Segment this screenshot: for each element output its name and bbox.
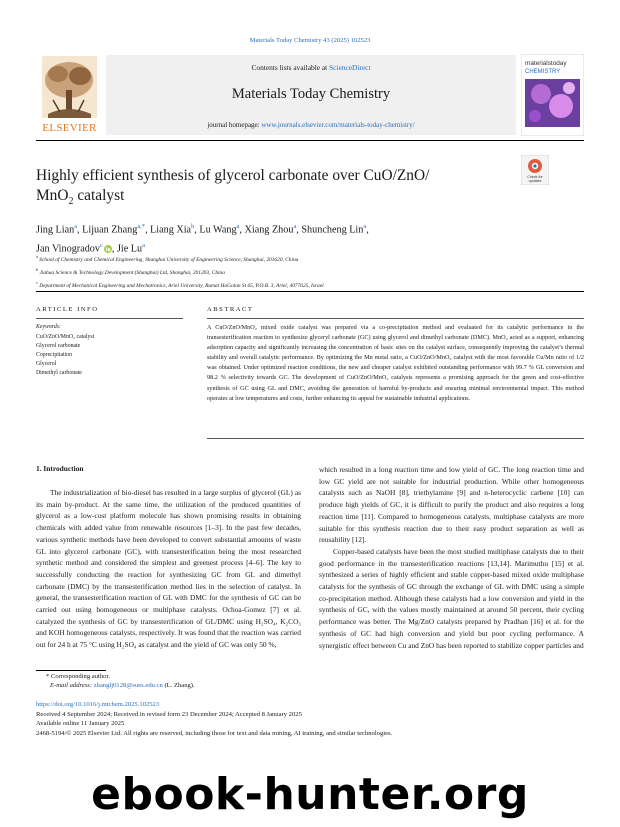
title-line-2b: catalyst: [73, 187, 125, 204]
author-name[interactable]: Lu Wang: [199, 224, 237, 236]
cover-brand-text: materialstoday: [525, 60, 567, 67]
keyword-item: CuO/ZnO/MnO₂ catalyst: [36, 334, 95, 340]
affiliation-item: [36, 265, 576, 278]
keyword-item: Glycerol carbonate: [36, 343, 81, 349]
email-link[interactable]: zhanglj0128@sues.edu.cn: [93, 682, 163, 689]
keyword-item: Dimethyl carbonate: [36, 370, 82, 376]
check-for-updates-icon[interactable]: [521, 155, 549, 185]
email-line: [50, 682, 195, 689]
corresponding-label: Corresponding author.: [50, 673, 110, 680]
author-aff-mark[interactable]: a: [363, 223, 367, 230]
available-online: Available online 11 January 2025: [36, 720, 125, 727]
homepage-prefix: journal homepage:: [207, 121, 262, 129]
author-aff-mark[interactable]: c: [100, 242, 103, 250]
homepage-line: [106, 121, 516, 129]
author-name[interactable]: Jan Vinogradov: [36, 243, 100, 255]
check-label-1: Check for: [527, 175, 543, 179]
doi-link[interactable]: https://doi.org/10.1016/j.mtchem.2025.102523: [36, 701, 160, 708]
affiliation-item: [36, 252, 576, 265]
watermark-text: ebook-hunter.org: [91, 769, 529, 820]
title-line-1: Highly efficient synthesis of glycerol carbonate over CuO/ZnO/: [36, 167, 430, 184]
author-name[interactable]: Shuncheng Lin: [301, 224, 364, 236]
author-aff-mark[interactable]: b: [191, 223, 195, 230]
paragraph: which resulted in a long reaction time and low yield of GC. The long reaction time and low GC yield are not suitable for industrial production. While other homogeneous catalysts such as NaOH [8], triethylamine [9] and n-heterocyclic carbene [10] can produce high yields of GC, it is difficult to purify the product and also requires a long reaction time [11]. Compared to homogeneous catalysts, multiphase catalysts are more suitable for this synthesis reaction due to their easy product separation as well as reusability [12].: [319, 465, 584, 545]
author-name[interactable]: Xiang Zhou: [244, 224, 294, 236]
header-divider: [36, 140, 584, 141]
received-dates: Received 4 September 2024; Received in revised form 23 December 2024; Accepted 8 January 2025: [36, 711, 302, 718]
abstract-bottom-rule: [207, 438, 584, 439]
affiliation-mark: c: [36, 279, 38, 285]
corresponding-author-note: * Corresponding author.: [46, 673, 110, 680]
author-aff-mark[interactable]: a: [293, 223, 297, 230]
article-info-rule: [36, 318, 183, 319]
keyword-item: Coprecipitation: [36, 352, 73, 358]
abstract-rule: [207, 318, 584, 319]
title-line-2a: MnO: [36, 187, 69, 204]
cover-journal-text: CHEMISTRY: [525, 69, 561, 75]
keywords-list: [36, 333, 94, 378]
article-title: [36, 166, 506, 212]
author-list: Jing Lian$^a$, Lijuan Zhang$^{a,*}$, Liang Xia$^b$, Lu Wang$^a$, Xiang Zhou$^a$, Shuncheng Lin$^a$, Jan Vinogradov$^c$ , Jie Lu$^a$: [36, 223, 369, 255]
author-aff-mark[interactable]: a: [236, 223, 240, 230]
journal-title: Materials Today Chemistry: [231, 86, 391, 102]
check-label-2: updates: [528, 179, 542, 183]
footnote-rule: [36, 670, 106, 671]
title-subscript: 2: [68, 196, 74, 208]
section-divider: [36, 291, 584, 292]
email-suffix: (L. Zhang).: [162, 682, 195, 689]
author-aff-mark[interactable]: a: [142, 242, 145, 250]
author-aff-mark[interactable]: a: [74, 223, 78, 230]
email-label: E-mail address:: [50, 682, 94, 689]
copyright-notice: 2468-5194/© 2025 Elsevier Ltd. All rights are reserved, including those for text and data mining, AI training, and similar technologies.: [36, 730, 393, 737]
author-name[interactable]: Lijuan Zhang: [82, 224, 138, 236]
journal-cover-image[interactable]: [521, 54, 584, 136]
paragraph: The industrialization of bio-diesel has resulted in a large surplus of glycerol (GL) as its main by-product. At the same time, the utilization of the produced quantities of glycerol as a low-cost platform molecule has shown promising results in obtaining chemicals with added value from renewable resources [1–3]. In the past few decades, various synthetic methods have been developed to convert substantial amounts of waste GL into glycerol carbonate (GC), with transesterification being the most researched synthetic method and considered the simplest and greenest process [4–6]. The key to successfully conducting the reaction for synthesizing GC from GL and dimethyl carbonate (DMC) by the transesterification method lies in the selection of catalyst. In general, the transesterification reaction of GL with DMC for the synthesis of GC can be carried out using homogeneous or multiphase catalysts. Ochoa-Gomez [7] et al. catalyzed the synthesis of GC by transesterification of GL/DMC using H₂SO₄, K₂CO₃ and KOH homogeneous catalysts, respectively. It was found that the reaction was carried out for 24 h at 75 °C using H₂SO₄ as catalyst and the yield of GC was only 50 %,: [36, 488, 301, 650]
affiliation-text: School of Chemistry and Chemical Engineering, Shanghai University of Engineering Science, Shanghai, 201620, China: [39, 256, 299, 263]
affiliation-mark: a: [36, 254, 38, 259]
author-name[interactable]: Jie Lu: [116, 243, 143, 255]
affiliation-item: [36, 278, 576, 291]
affiliation-mark: b: [36, 266, 39, 272]
author-aff-mark[interactable]: a,*: [137, 223, 145, 230]
introduction-heading: 1. Introduction: [36, 464, 84, 473]
author-name[interactable]: Liang Xia: [150, 224, 192, 236]
body-column-right: [319, 464, 584, 651]
abstract-text: A CuO/ZnO/MnO₂ mixed oxide catalyst was prepared via a co-precipitation method and evaluated for its catalytic performance in the transesterification reaction to synthesize glyceryl carbonate (GC) using glycerol and dimethyl carbonate (DMC). MnO₂ acted as a support, enhancing adsorption capacity and significantly increasing the concentration of basic sites on the catalyst surface, consequently improving the catalyst’s thermal stability and overall catalytic performance. By optimizing the Mn metal ratio, a CuO/ZnO/MnO₂ catalyst with the most favorable Cu/Mn ratio of 1/2 was obtained. Under optimized reaction conditions, the new and cheaper catalyst exhibited outstanding performance with 99.7 % GL conversion and 98.2 % selectivity towards GC. The development of CuO/ZnO/MnO₂ catalysts represents a promising approach for the green and cost-effective synthesis of GC using GL and DMC, avoiding the generation of harmful by-products and ensuring minimal environmental impact. This method operates at low temperatures and costs, further enhancing its appeal for sustainable industrial applications.: [207, 324, 584, 402]
contents-line: [106, 63, 516, 72]
homepage-link[interactable]: www.journals.elsevier.com/materials-today-chemistry/: [261, 121, 415, 129]
keyword-item: Glycerol: [36, 361, 57, 367]
affiliations: [36, 252, 576, 290]
affiliation-text: Department of Mechanical Engineering and Mechatronics, Ariel University, Ramat HaGolan St 65, P.O.B. 3, Ariel, 4077625, Israel: [39, 282, 324, 289]
elsevier-wordmark: ELSEVIER: [42, 122, 97, 134]
abstract-heading: ABSTRACT: [207, 306, 254, 313]
contents-prefix: Contents lists available at: [251, 63, 330, 72]
paragraph: Copper-based catalysts have been the most studied multiphase catalysts due to their good performance in the transesterification reactions [13,14]. Marimuthu [15] et al. synthesized a series of highly efficient and stable copper-based mixed oxide multiphase catalysts for the synthesis of GC through the exchange of GL with DMC using a simple co-precipitation method. Although these catalysts had a low conversion and yield in the synthesis of GC, with the values mostly maintained at around 50 percent, their cycling performance was better. The Mg/ZnO catalysts prepared by Pradhan [16] et al. for the synthesis of GC had high conversion and yield but poor cycling performance. A synergistic effect between Cu and ZnO has been reported to stabilize copper particles and: [319, 546, 584, 650]
keywords-label: Keywords:: [36, 324, 61, 330]
body-column-left: [36, 487, 301, 651]
article-info-heading: ARTICLE INFO: [36, 306, 99, 313]
sciencedirect-link[interactable]: ScienceDirect: [329, 63, 371, 72]
affiliation-text: Jiahua Science & Technology Development (Shanghai) Ltd, Shanghai, 201203, China: [39, 269, 225, 276]
author-name[interactable]: Jing Lian: [36, 224, 75, 236]
journal-reference[interactable]: Materials Today Chemistry 43 (2025) 102523: [249, 37, 371, 44]
